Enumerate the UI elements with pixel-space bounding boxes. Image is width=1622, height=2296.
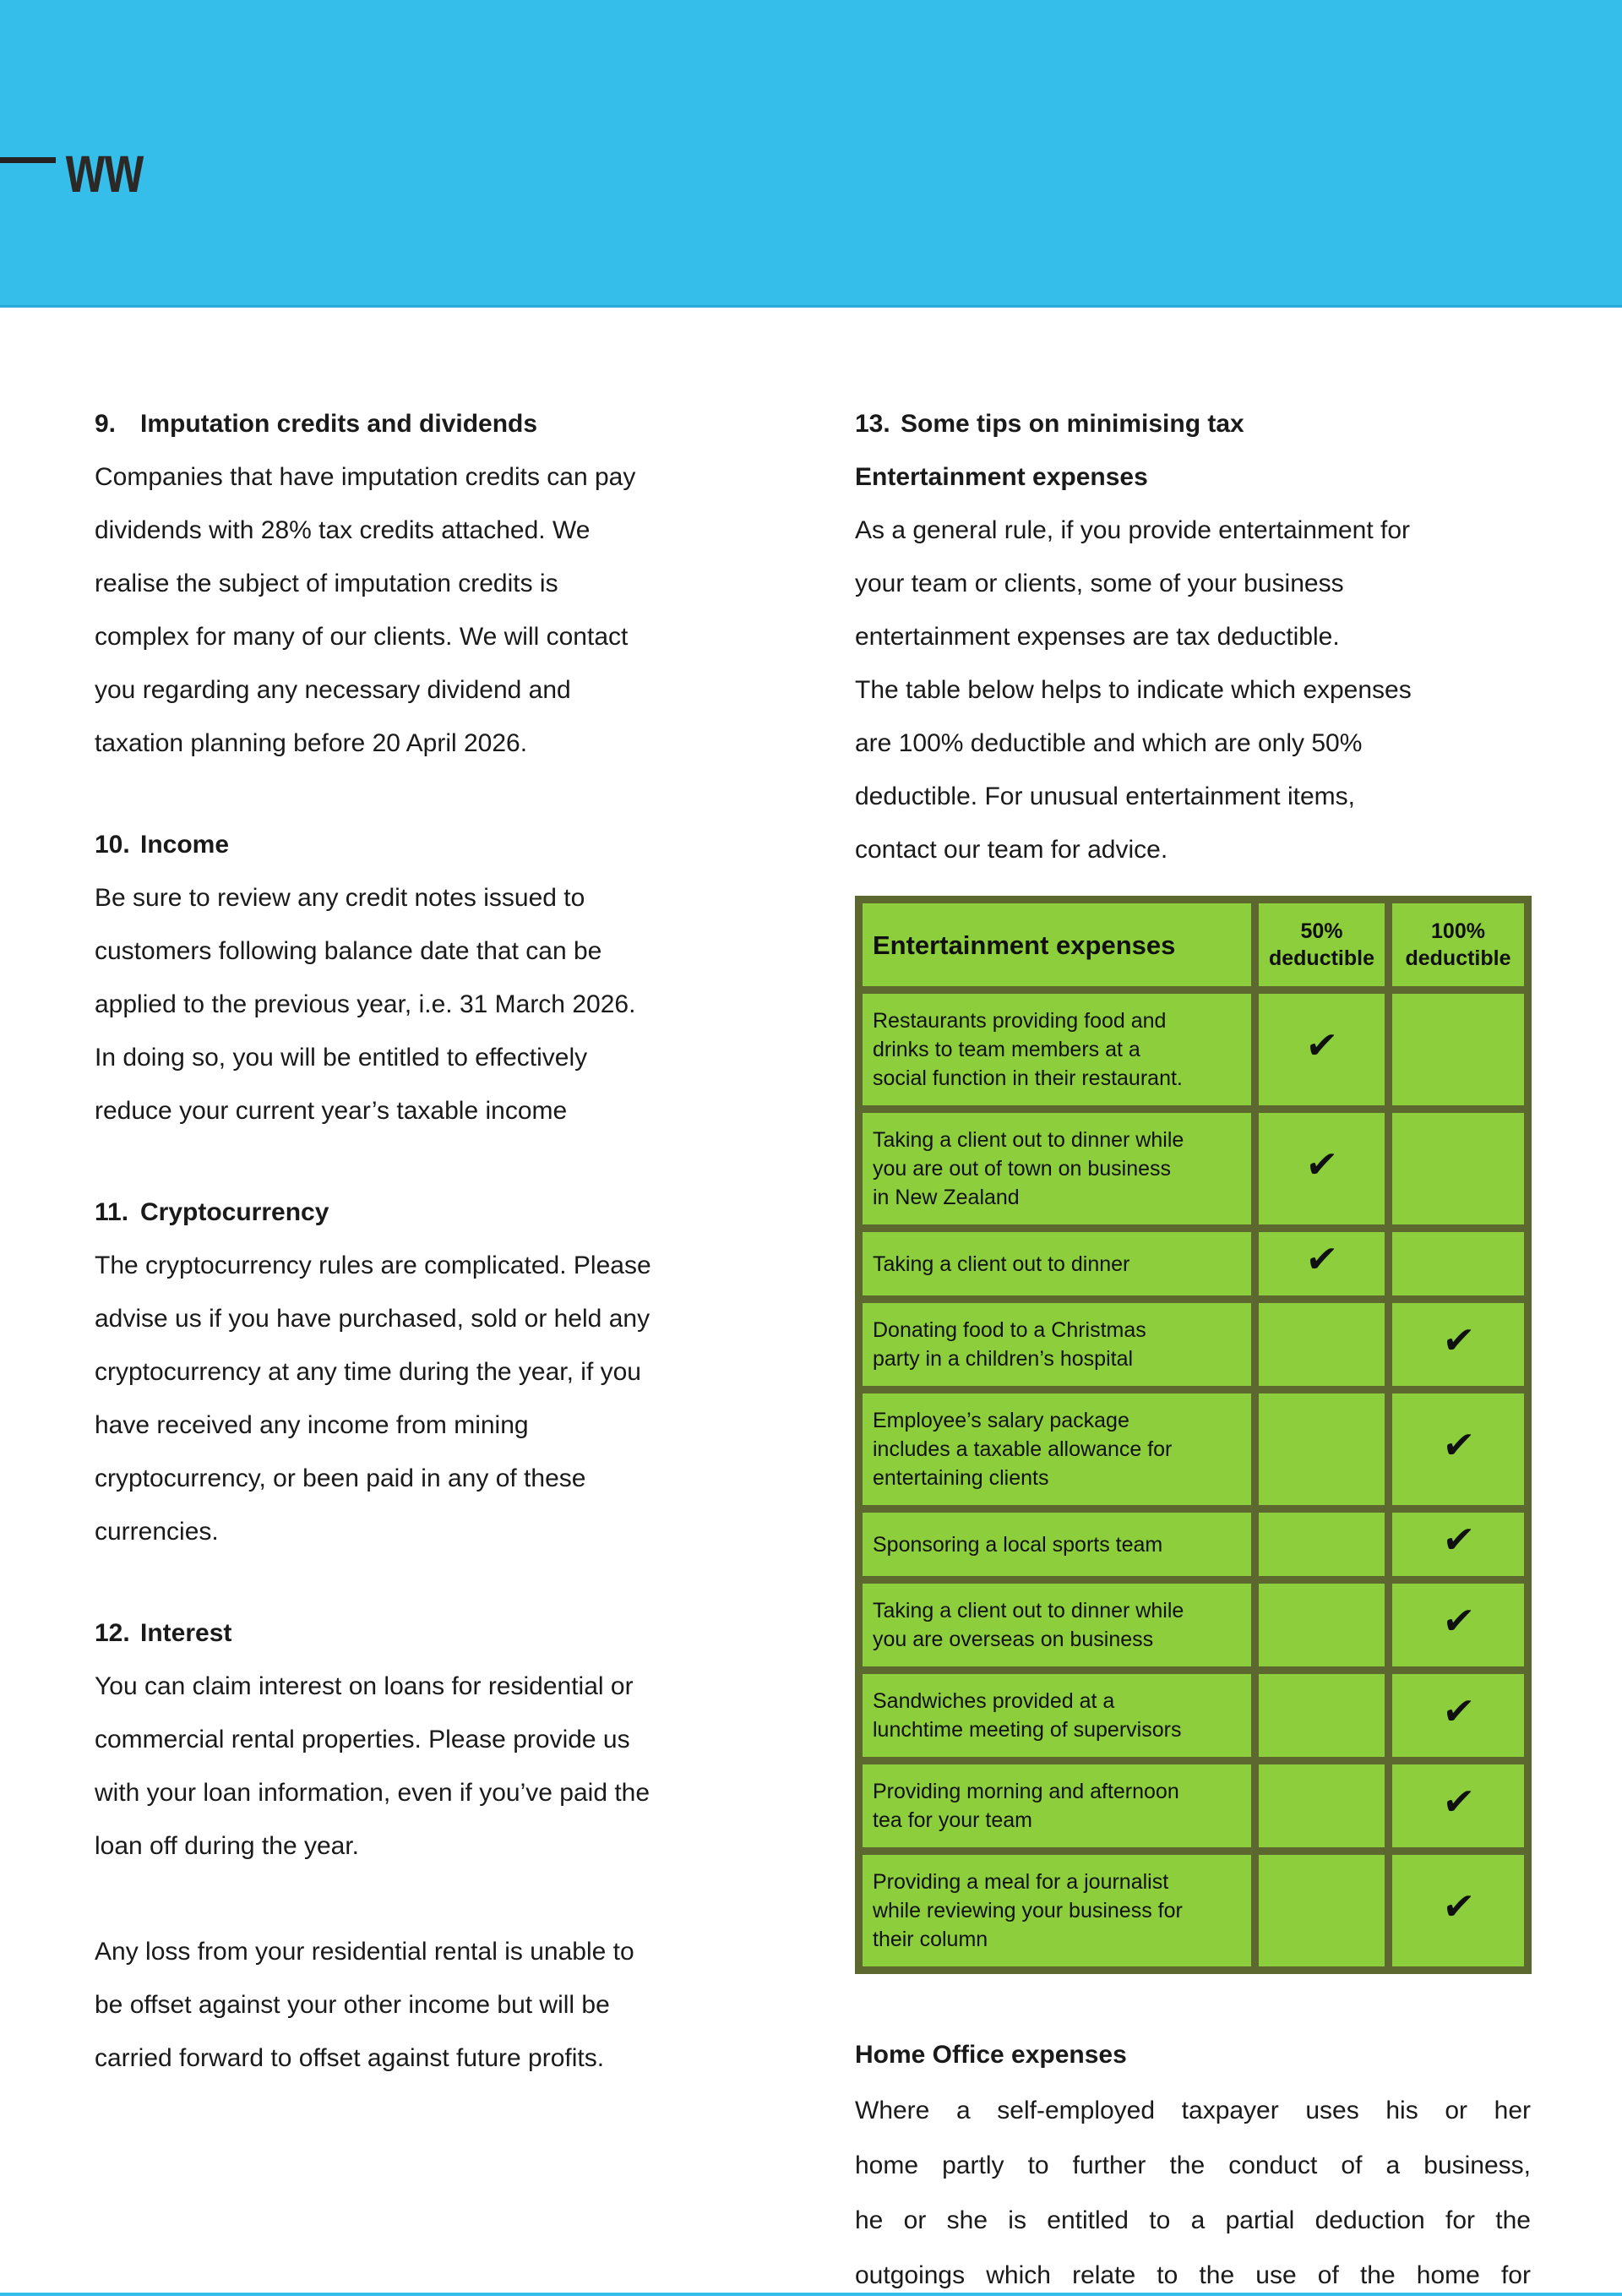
text-line: cryptocurrency at any time during the year, if you bbox=[95, 1358, 641, 1386]
text-line: customers following balance date that can be bbox=[95, 937, 602, 965]
home-office-heading: Home Office expenses bbox=[855, 2041, 1127, 2069]
text-line: Sponsoring a local sports team bbox=[873, 1532, 1163, 1557]
section-heading bbox=[95, 818, 804, 871]
deductible-50-cell bbox=[1255, 1229, 1389, 1300]
deductible-100-cell bbox=[1389, 1390, 1528, 1509]
text-line: tea for your team bbox=[873, 1808, 1032, 1832]
check-icon: ✔ bbox=[1304, 1024, 1340, 1066]
text-line: advise us if you have purchased, sold or held any bbox=[95, 1305, 650, 1333]
text-line: Restaurants providing food and bbox=[873, 1009, 1167, 1033]
paragraph bbox=[95, 1660, 804, 1873]
paragraph bbox=[855, 504, 1531, 876]
table-row bbox=[859, 1300, 1528, 1390]
section-heading bbox=[95, 397, 804, 450]
deductible-50-cell bbox=[1255, 1852, 1389, 1971]
text-line: cryptocurrency, or been paid in any of these bbox=[95, 1464, 586, 1492]
section-number: 11. bbox=[95, 1198, 129, 1226]
text-line: contact our team for advice. bbox=[855, 836, 1168, 864]
table-row bbox=[859, 1671, 1528, 1761]
table-row bbox=[859, 990, 1528, 1110]
text-line: you are out of town on business bbox=[873, 1157, 1172, 1181]
text-line: commercial rental properties. Please provide us bbox=[95, 1726, 630, 1753]
text-line: deductible. For unusual entertainment items, bbox=[855, 783, 1355, 810]
text-line: are 100% deductible and which are only 50% bbox=[855, 729, 1363, 757]
text-line: entertainment expenses are tax deductible. bbox=[855, 623, 1340, 651]
table-row bbox=[859, 1390, 1528, 1509]
section-title: Income bbox=[140, 831, 230, 859]
text-line: Taking a client out to dinner bbox=[873, 1252, 1130, 1276]
right-column bbox=[855, 397, 1531, 2296]
deductible-100-cell bbox=[1389, 1580, 1528, 1671]
text-line: drinks to team members at a bbox=[873, 1038, 1140, 1061]
expense-description-cell bbox=[859, 1509, 1255, 1580]
expense-description-cell bbox=[859, 1671, 1255, 1761]
deductible-50-cell bbox=[1255, 990, 1389, 1110]
text-line: party in a children’s hospital bbox=[873, 1347, 1134, 1371]
check-icon: ✔ bbox=[1304, 1143, 1340, 1186]
left-column bbox=[95, 397, 804, 2085]
check-icon: ✔ bbox=[1440, 1600, 1477, 1642]
text-line: Taking a client out to dinner while bbox=[873, 1128, 1184, 1152]
text-line: lunchtime meeting of supervisors bbox=[873, 1718, 1182, 1742]
expense-description-cell bbox=[859, 1229, 1255, 1300]
check-icon: ✔ bbox=[1304, 1239, 1340, 1280]
header-band bbox=[0, 0, 1622, 308]
text-line: home partly to further the conduct of a business, bbox=[855, 2151, 1531, 2179]
paragraph bbox=[95, 450, 804, 770]
table-row bbox=[859, 1110, 1528, 1229]
expense-description-cell bbox=[859, 990, 1255, 1110]
text-line: Taking a client out to dinner while bbox=[873, 1599, 1184, 1622]
expense-description-cell bbox=[859, 1390, 1255, 1509]
section-9-imputation-credits bbox=[95, 397, 804, 770]
check-icon: ✔ bbox=[1440, 1424, 1477, 1466]
text-line: Providing a meal for a journalist bbox=[873, 1870, 1169, 1894]
text-line: be offset against your other income but will be bbox=[95, 1991, 610, 2019]
table-row bbox=[859, 1580, 1528, 1671]
check-icon: ✔ bbox=[1440, 1319, 1477, 1361]
expense-description-cell bbox=[859, 1300, 1255, 1390]
entertainment-expenses-table bbox=[855, 896, 1532, 1974]
text-line: 50% bbox=[1300, 919, 1343, 943]
text-line: social function in their restaurant. bbox=[873, 1066, 1183, 1090]
text-line: have received any income from mining bbox=[95, 1411, 529, 1439]
text-line: Where a self-employed taxpayer uses his or her bbox=[855, 2097, 1531, 2124]
deductible-100-cell bbox=[1389, 1300, 1528, 1390]
text-line: The cryptocurrency rules are complicated. Please bbox=[95, 1252, 651, 1279]
deductible-50-cell bbox=[1255, 1390, 1389, 1509]
deductible-50-cell bbox=[1255, 1509, 1389, 1580]
text-line: applied to the previous year, i.e. 31 March 2026. bbox=[95, 990, 636, 1018]
text-line: realise the subject of imputation credits is bbox=[95, 570, 558, 597]
deductible-50-cell bbox=[1255, 1300, 1389, 1390]
paragraph bbox=[95, 1925, 804, 2085]
check-icon: ✔ bbox=[1440, 1690, 1477, 1732]
deductible-100-cell bbox=[1389, 990, 1528, 1110]
deductible-100-cell bbox=[1389, 1852, 1528, 1971]
section-number: 9. bbox=[95, 410, 117, 438]
text-line: Be sure to review any credit notes issued to bbox=[95, 884, 585, 912]
table-header-50-deductible bbox=[1255, 900, 1389, 990]
text-line: deductible bbox=[1268, 946, 1374, 970]
brand-dash bbox=[0, 157, 56, 163]
text-line: you are overseas on business bbox=[873, 1628, 1154, 1651]
text-line: includes a taxable allowance for bbox=[873, 1437, 1173, 1461]
text-line: entertaining clients bbox=[873, 1466, 1049, 1490]
text-line: Employee’s salary package bbox=[873, 1409, 1129, 1432]
check-icon: ✔ bbox=[1440, 1781, 1477, 1823]
text-line: currencies. bbox=[95, 1518, 219, 1546]
text-line: Donating food to a Christmas bbox=[873, 1318, 1146, 1342]
paragraph bbox=[95, 1239, 804, 1558]
table-header-row bbox=[859, 900, 1528, 990]
expense-description-cell bbox=[859, 1852, 1255, 1971]
check-icon: ✔ bbox=[1440, 1885, 1477, 1928]
deductible-100-cell bbox=[1389, 1671, 1528, 1761]
text-line: in New Zealand bbox=[873, 1186, 1020, 1209]
deductible-50-cell bbox=[1255, 1580, 1389, 1671]
table-header-100-deductible bbox=[1389, 900, 1528, 990]
text-line: loan off during the year. bbox=[95, 1832, 360, 1860]
text-line: The table below helps to indicate which expenses bbox=[855, 676, 1412, 704]
brand-logo: ww bbox=[66, 131, 144, 206]
section-heading bbox=[95, 1606, 804, 1660]
text-line: complex for many of our clients. We will contact bbox=[95, 623, 629, 651]
table-row bbox=[859, 1509, 1528, 1580]
deductible-50-cell bbox=[1255, 1671, 1389, 1761]
text-line: As a general rule, if you provide entertainment for bbox=[855, 516, 1411, 544]
text-line: you regarding any necessary dividend and bbox=[95, 676, 571, 704]
table-row bbox=[859, 1852, 1528, 1971]
text-line: while reviewing your business for bbox=[873, 1899, 1183, 1922]
section-title: Some tips on minimising tax bbox=[901, 410, 1244, 438]
home-office-paragraph bbox=[855, 2083, 1531, 2296]
text-line: he or she is entitled to a partial deduction for the bbox=[855, 2206, 1531, 2234]
text-line: your team or clients, some of your business bbox=[855, 570, 1344, 597]
text-line: reduce your current year’s taxable income bbox=[95, 1097, 568, 1125]
section-title: Interest bbox=[140, 1619, 232, 1647]
section-heading bbox=[95, 1186, 804, 1239]
expense-description-cell bbox=[859, 1761, 1255, 1852]
entertainment-expenses-subheading: Entertainment expenses bbox=[855, 463, 1148, 491]
deductible-100-cell bbox=[1389, 1509, 1528, 1580]
home-office-section bbox=[855, 2028, 1531, 2296]
table-header-expenses: Entertainment expenses bbox=[859, 900, 1255, 990]
paragraph bbox=[95, 871, 804, 1137]
expense-description-cell bbox=[859, 1580, 1255, 1671]
deductible-100-cell bbox=[1389, 1110, 1528, 1229]
text-line: with your loan information, even if you’ve paid the bbox=[95, 1779, 650, 1807]
footer-accent-line bbox=[0, 2293, 1622, 2296]
text-line: outgoings which relate to the use of the home for bbox=[855, 2261, 1531, 2289]
text-line: dividends with 28% tax credits attached. We bbox=[95, 516, 591, 544]
deductible-50-cell bbox=[1255, 1110, 1389, 1229]
section-heading bbox=[855, 397, 1531, 450]
table-row bbox=[859, 1761, 1528, 1852]
text-line: 100% bbox=[1431, 919, 1485, 943]
section-13-minimising-tax bbox=[855, 397, 1531, 876]
text-line: Any loss from your residential rental is unable to bbox=[95, 1938, 634, 1966]
deductible-100-cell bbox=[1389, 1229, 1528, 1300]
section-title: Imputation credits and dividends bbox=[140, 410, 538, 438]
text-line: their column bbox=[873, 1928, 988, 1951]
text-line: Companies that have imputation credits can pay bbox=[95, 463, 636, 491]
section-number: 10. bbox=[95, 831, 130, 859]
text-line: taxation planning before 20 April 2026. bbox=[95, 729, 528, 757]
text-line: You can claim interest on loans for residential or bbox=[95, 1672, 634, 1700]
text-line: In doing so, you will be entitled to effectively bbox=[95, 1044, 588, 1072]
section-11-cryptocurrency bbox=[95, 1186, 804, 1558]
text-line: deductible bbox=[1405, 946, 1511, 970]
expense-description-cell bbox=[859, 1110, 1255, 1229]
section-12-interest bbox=[95, 1606, 804, 2085]
section-title: Cryptocurrency bbox=[140, 1198, 329, 1226]
deductible-100-cell bbox=[1389, 1761, 1528, 1852]
section-number: 13. bbox=[855, 410, 890, 438]
section-number: 12. bbox=[95, 1619, 130, 1647]
text-line: carried forward to offset against future profits. bbox=[95, 2044, 605, 2072]
table-row bbox=[859, 1229, 1528, 1300]
deductible-50-cell bbox=[1255, 1761, 1389, 1852]
text-line: Providing morning and afternoon bbox=[873, 1780, 1179, 1803]
check-icon: ✔ bbox=[1440, 1519, 1477, 1561]
text-line: Sandwiches provided at a bbox=[873, 1689, 1115, 1713]
section-10-income bbox=[95, 818, 804, 1137]
